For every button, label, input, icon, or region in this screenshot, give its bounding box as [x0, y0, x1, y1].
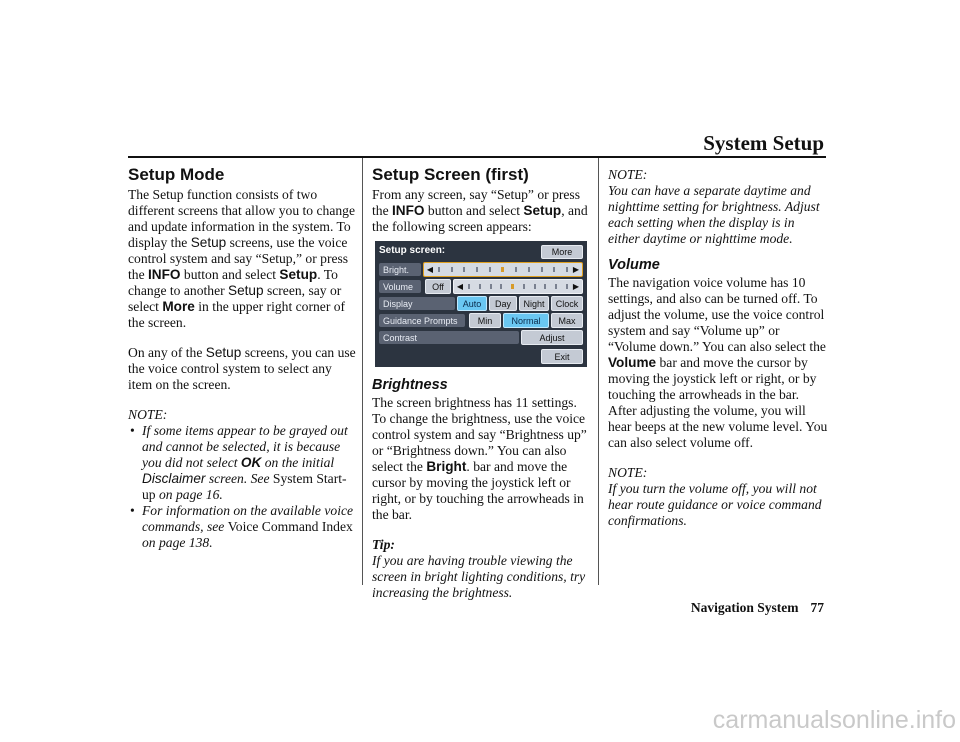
guidance-min-button[interactable]: Min — [469, 313, 501, 328]
level-tick — [541, 267, 543, 272]
display-clock-button[interactable]: Clock — [551, 296, 583, 311]
volume-label: Volume — [379, 280, 421, 293]
paragraph-setup-intro: The Setup function consists of two different screens that allow you to change and update information in the system. To display the Setup screens, use the voice control system and say “Setup,” or press the INFO button and select Setup. To change to another Setup screen, say or select More in the upper right corner of the screen. — [128, 187, 355, 330]
level-tick — [489, 267, 491, 272]
level-tick — [479, 284, 481, 289]
note-bullets — [128, 423, 356, 551]
level-tick — [566, 267, 568, 272]
level-tick — [501, 267, 504, 272]
volume-left-arrow-icon[interactable]: ◀ — [456, 281, 464, 291]
volume-off-button[interactable]: Off — [425, 279, 451, 294]
note-volume-label: NOTE: — [608, 465, 648, 480]
guidance-max-button[interactable]: Max — [551, 313, 583, 328]
display-day-button[interactable]: Day — [489, 296, 517, 311]
bright-label: Bright. — [379, 263, 421, 276]
level-tick — [523, 284, 525, 289]
bright-left-arrow-icon[interactable]: ◀ — [426, 264, 434, 274]
level-tick — [544, 284, 546, 289]
paragraph-voice-select: On any of the Setup screens, you can use the voice control system to select any item on the screen. — [128, 345, 356, 392]
more-button[interactable]: More — [541, 245, 583, 259]
note-bullet-voice-commands: • For information on the available voice commands, see Voice Command Index on page 138. — [130, 503, 354, 550]
note-label: NOTE: — [128, 407, 168, 422]
bright-bar[interactable] — [423, 262, 583, 277]
heading-volume: Volume — [608, 257, 660, 273]
level-tick — [553, 267, 555, 272]
tip-label: Tip: — [372, 537, 395, 552]
volume-level-ticks — [468, 284, 568, 289]
level-tick — [555, 284, 557, 289]
level-tick — [515, 267, 517, 272]
guidance-normal-button[interactable]: Normal — [503, 313, 549, 328]
setup-screen-image — [375, 241, 587, 367]
volume-bar[interactable] — [453, 279, 583, 294]
level-tick — [490, 284, 492, 289]
setup-screen-title: Setup screen: — [379, 245, 446, 256]
footer-section: Navigation System — [690, 600, 799, 615]
level-tick — [511, 284, 514, 289]
level-tick — [476, 267, 478, 272]
page-number: 77 — [810, 600, 824, 615]
display-label: Display — [379, 297, 455, 310]
display-night-button[interactable]: Night — [519, 296, 549, 311]
volume-right-arrow-icon[interactable]: ▶ — [572, 281, 580, 291]
page-header-title: System Setup — [703, 131, 824, 155]
level-tick — [534, 284, 536, 289]
column-setup-screen — [372, 163, 594, 615]
note-brightness-text: You can have a separate daytime and nighttime setting for brightness. Adjust each setting when the display is in either daytime or nighttime mode. — [608, 183, 820, 246]
level-tick — [528, 267, 530, 272]
level-tick — [566, 284, 568, 289]
heading-setup-mode: Setup Mode — [128, 165, 225, 184]
column-divider-2 — [598, 158, 599, 585]
watermark: carmanualsonline.info — [712, 706, 956, 734]
bright-right-arrow-icon[interactable]: ▶ — [572, 264, 580, 274]
paragraph-setup-screen-intro: From any screen, say “Setup” or press the INFO button and select Setup, and the following screen appears: — [372, 187, 588, 234]
level-tick — [463, 267, 465, 272]
exit-button[interactable]: Exit — [541, 349, 583, 364]
column-setup-mode — [128, 163, 356, 551]
page-footer — [691, 600, 824, 616]
paragraph-brightness: The screen brightness has 11 settings. To change the brightness, use the voice control system and say “Brightness up” or “Brightness down.” You can also select the Bright. bar and move the cursor by moving the joystick left or right, or by touching the arrowheads in the bar. — [372, 395, 587, 522]
level-tick — [451, 267, 453, 272]
header-rule — [128, 156, 826, 158]
level-tick — [438, 267, 440, 272]
column-volume — [608, 167, 828, 543]
bright-level-ticks — [438, 267, 568, 272]
contrast-adjust-button[interactable]: Adjust — [521, 330, 583, 345]
level-tick — [500, 284, 502, 289]
heading-setup-screen-first: Setup Screen (first) — [372, 165, 529, 184]
contrast-label: Contrast — [379, 331, 519, 344]
note-volume-text: If you turn the volume off, you will not hear route guidance or voice command confirmations. — [608, 481, 822, 528]
guidance-prompts-label: Guidance Prompts — [379, 314, 465, 327]
paragraph-volume: The navigation voice volume has 10 settings, and also can be turned off. To adjust the volume, use the voice control system and say “Volume up” or “Volume down.” You can also select the Volume bar and move the cursor by moving the joystick left or right, or by touching the arrowheads in the bar. After adjusting the volume, you will hear beeps at the new volume level. You can also select volume off. — [608, 275, 828, 450]
tip-text: If you are having trouble viewing the screen in bright lighting conditions, try increasing the brightness. — [372, 553, 586, 600]
level-tick — [468, 284, 470, 289]
display-auto-button[interactable]: Auto — [457, 296, 487, 311]
note-brightness-label: NOTE: — [608, 167, 648, 182]
heading-brightness: Brightness — [372, 377, 448, 393]
column-divider-1 — [362, 158, 363, 585]
note-bullet-grayed: • If some items appear to be grayed out and cannot be selected, it is because you did not select OK on the initial Disclaimer screen. See System Start-up on page 16. — [130, 423, 348, 502]
